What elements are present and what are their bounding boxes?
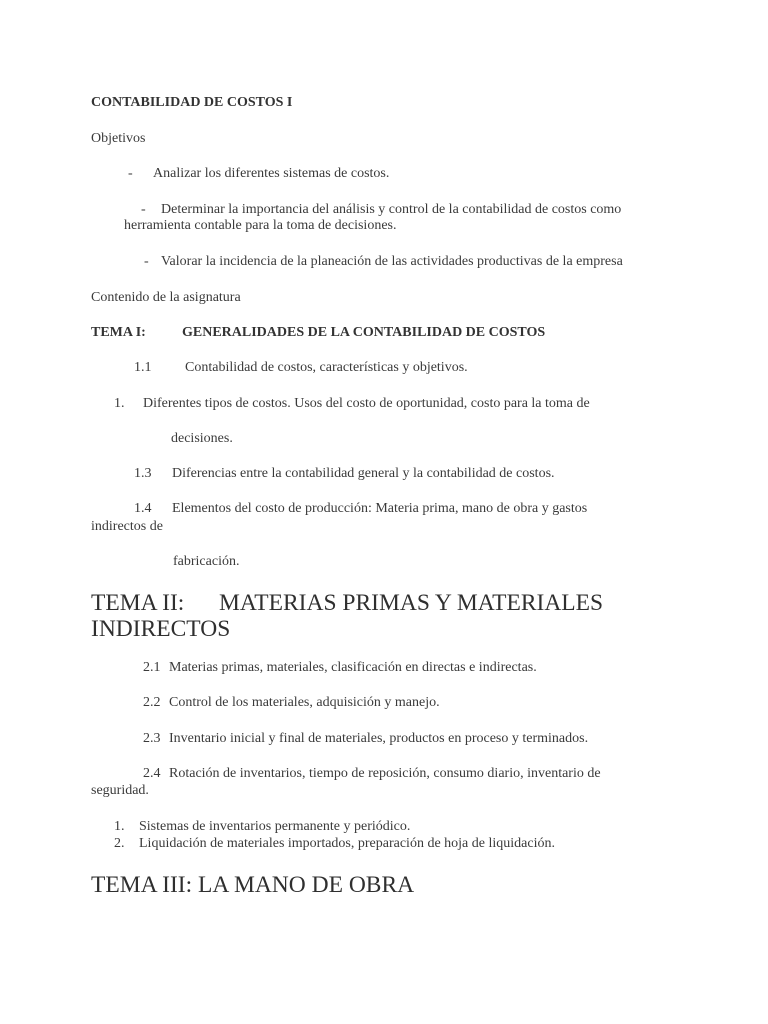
- tema2-item-2-text: Control de los materiales, adquisición y manejo.: [169, 695, 440, 710]
- tema1-item-2-line2: decisiones.: [171, 431, 233, 446]
- tema1-item-4-line3: fabricación.: [173, 554, 240, 569]
- tema2-list-1-text: Sistemas de inventarios permanente y periódico.: [139, 819, 411, 834]
- tema2-list-2-num: 2.: [114, 836, 125, 851]
- objetivo-1-text: Analizar los diferentes sistemas de costos.: [153, 166, 390, 181]
- document-title: CONTABILIDAD DE COSTOS I: [91, 95, 293, 110]
- objetivos-heading: Objetivos: [91, 131, 146, 146]
- objetivo-2-line2: herramienta contable para la toma de decisiones.: [124, 218, 397, 233]
- objetivo-2-line1: Determinar la importancia del análisis y control de la contabilidad de costos como: [161, 202, 622, 217]
- tema2-item-4-num: 2.4: [143, 766, 161, 781]
- objetivo-1-bullet: -: [128, 166, 133, 181]
- tema2-item-3-num: 2.3: [143, 731, 161, 746]
- tema2-item-1-text: Materias primas, materiales, clasificación en directas e indirectas.: [169, 660, 537, 675]
- tema1-item-3-num: 1.3: [134, 466, 152, 481]
- tema1-label: TEMA I:: [91, 325, 146, 340]
- tema2-title-line1: MATERIAS PRIMAS Y MATERIALES: [219, 590, 604, 616]
- tema2-item-2-num: 2.2: [143, 695, 161, 710]
- tema2-item-4-line1: Rotación de inventarios, tiempo de reposición, consumo diario, inventario de: [169, 766, 601, 781]
- tema2-list-1-num: 1.: [114, 819, 125, 834]
- objetivo-3-text: Valorar la incidencia de la planeación de las actividades productivas de la empresa: [161, 254, 623, 269]
- contenido-heading: Contenido de la asignatura: [91, 290, 241, 305]
- tema2-item-4-line2: seguridad.: [91, 783, 149, 798]
- tema1-title: GENERALIDADES DE LA CONTABILIDAD DE COSTOS: [182, 325, 546, 340]
- tema1-item-4-line2: indirectos de: [91, 519, 163, 534]
- tema1-item-1-text: Contabilidad de costos, características y objetivos.: [185, 360, 468, 375]
- tema2-title-line2: INDIRECTOS: [91, 616, 231, 642]
- tema2-list-2-text: Liquidación de materiales importados, preparación de hoja de liquidación.: [139, 836, 555, 851]
- tema1-item-1-num: 1.1: [134, 360, 152, 375]
- tema1-item-2-line1: Diferentes tipos de costos. Usos del costo de oportunidad, costo para la toma de: [143, 396, 590, 411]
- objetivo-3-bullet: -: [144, 254, 149, 269]
- tema1-item-3-text: Diferencias entre la contabilidad general y la contabilidad de costos.: [172, 466, 555, 481]
- tema1-item-2-num: 1.: [114, 396, 125, 411]
- objetivo-2-bullet: -: [141, 202, 146, 217]
- tema1-item-4-line1: Elementos del costo de producción: Materia prima, mano de obra y gastos: [172, 501, 588, 516]
- tema3-title: TEMA III: LA MANO DE OBRA: [91, 872, 415, 898]
- tema1-item-4-num: 1.4: [134, 501, 152, 516]
- tema2-item-3-text: Inventario inicial y final de materiales, productos en proceso y terminados.: [169, 731, 589, 746]
- tema2-item-1-num: 2.1: [143, 660, 161, 675]
- tema2-label: TEMA II:: [91, 590, 185, 616]
